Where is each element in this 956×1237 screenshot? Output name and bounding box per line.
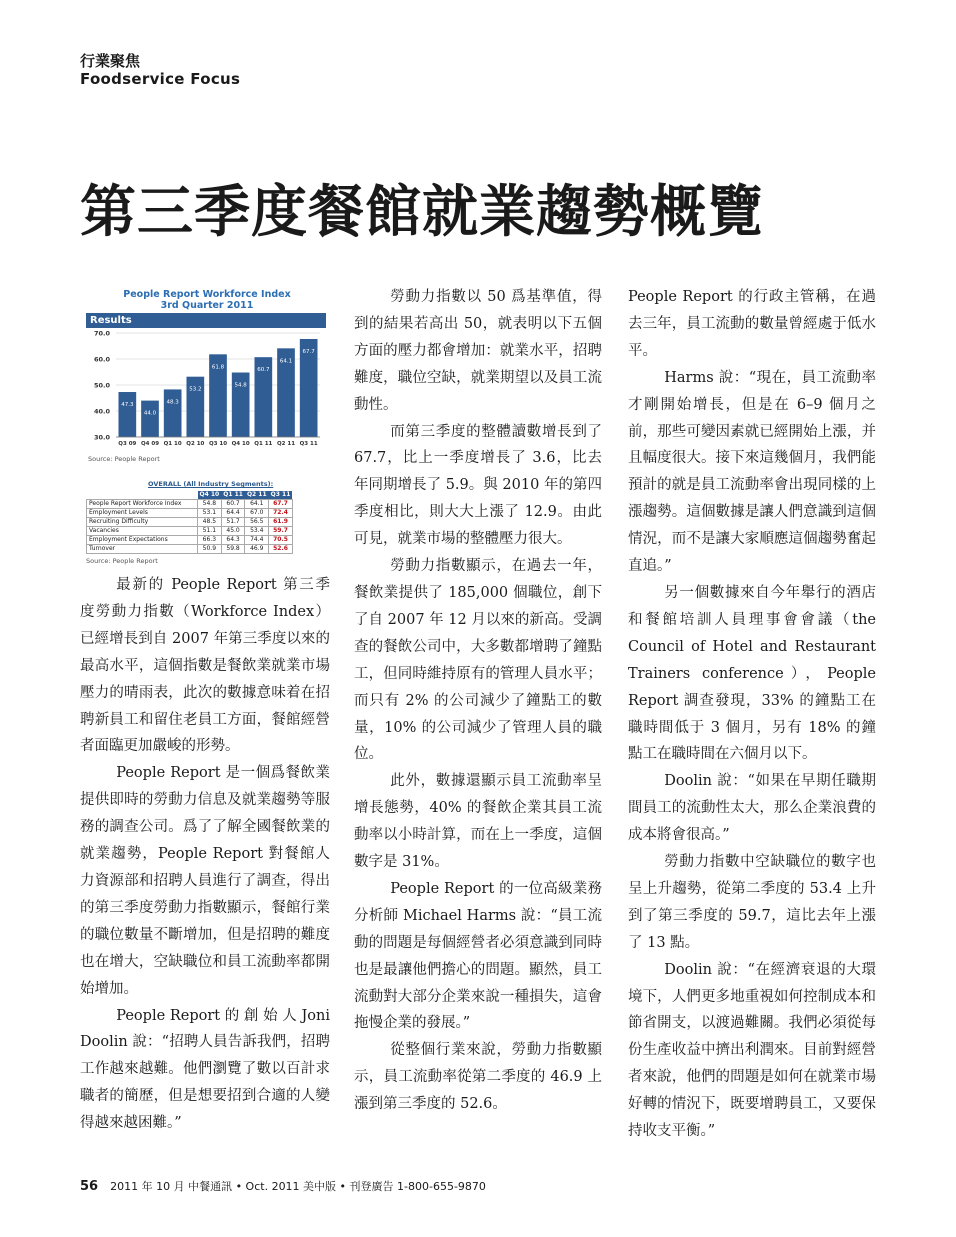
x-tick-label: Q4 09 (140, 441, 160, 447)
figure-title (82, 289, 332, 311)
table-row (87, 527, 293, 536)
table-cell: 48.5 (198, 518, 222, 527)
workforce-index-bar-chart (82, 329, 332, 449)
table-row (87, 500, 293, 509)
bar-value-label: 48.3 (166, 399, 179, 406)
paragraph: 勞動力指數中空缺職位的數字也呈上升趨勢，從第二季度的 53.4 上升到了第三季度的 59.7，這比去年上漲了 13 點。 (628, 854, 876, 951)
article-column-1 (80, 572, 330, 1137)
paragraph: 勞動力指數以 50 爲基準值，得到的結果若高出 50，就表明以下五個方面的壓力都會增加：就業水平，招聘難度，職位空缺，就業期望以及員工流動性。 (354, 289, 602, 413)
paragraph: 最新的 People Report 第三季度勞動力指數（Workforce Index）已經增長到自 2007 年第三季度以來的最高水平，這個指數是餐飲業就業市場壓力的晴雨表，此次的數據意味着在招聘新員工和留住老員工方面，餐館經營者面臨更加嚴峻的形勢。 (80, 577, 330, 755)
table-row (87, 518, 293, 527)
bar-value-label: 54.8 (234, 382, 247, 389)
article-column-3 (628, 284, 876, 1145)
table-cell: 53.1 (198, 509, 222, 518)
table-title: OVERALL (All Industry Segments): (148, 480, 274, 488)
table-cell: 60.7 (221, 500, 245, 509)
table-cell: 67.0 (245, 509, 269, 518)
y-tick-label: 30.0 (93, 433, 110, 442)
table-cell: 67.7 (269, 500, 293, 509)
y-tick-label: 50.0 (93, 381, 110, 390)
table-cell: 56.5 (245, 518, 269, 527)
x-tick-label: Q2 11 (276, 441, 296, 447)
table-cell: 51.7 (221, 518, 245, 527)
bar-value-label: 61.8 (211, 364, 225, 371)
paragraph: 此外，數據還顯示員工流動率呈增長態勢，40% 的餐飲企業其員工流動率以小時計算，而在上一季度，這個數字是 31%。 (354, 773, 602, 871)
bar-value-label: 44.0 (143, 410, 157, 417)
table-cell: 64.3 (221, 536, 245, 545)
paragraph: Harms 說：“現在，員工流動率才剛開始增長，但是在 6–9 個月之前，那些可變因素就已經開始上漲，并且幅度很大。接下來這幾個月，我們能預計的就是員工流動率會出現同樣的上漲趨勢。這個數據是讓人們意識到這個情況，而不是讓大家順應這個趨勢奮起直追。” (628, 369, 876, 575)
paragraph: People Report 的行政主管稱，在過去三年，員工流動的數量曾經處于低水平。 (628, 289, 876, 359)
page-footer (80, 1178, 486, 1194)
paragraph: Doolin 說：“如果在早期任職期間員工的流動性太大，那么企業浪費的成本將會很高。” (628, 773, 876, 844)
table-cell: 46.9 (245, 545, 269, 554)
y-tick-label: 40.0 (93, 407, 110, 416)
x-tick-label: Q2 10 (186, 441, 205, 447)
paragraph: 而第三季度的整體讀數增長到了 67.7，比上一季度增長了 3.6，比去年同期增長了 5.9。與 2010 年的第四季度相比，則大大上漲了 12.9。由此可見，就業市場的整體壓力很大。 (354, 423, 602, 548)
x-tick-label: Q3 09 (118, 441, 137, 447)
bar-value-label: 53.2 (189, 386, 202, 393)
paragraph: People Report 是一個爲餐飲業提供即時的勞動力信息及就業趨勢等服務的調查公司。爲了了解全國餐飲業的就業趨勢，People Report 對餐館人力資源部和招聘人員進行了調查，得出的第三季度勞動力指數顯示，餐館行業的職位數量不斷增加，但是招聘的難度也在增大，空缺職位和員工流動率都開始增加。 (80, 765, 330, 997)
paragraph: People Report 的 創 始 人 Joni Doolin 說：“招聘人員告訴我們，招聘工作越來越難。他們瀏覽了數以百計求職者的簡歷，但是想要招到合適的人變得越來越困難。” (80, 1007, 330, 1132)
table-header-blank (87, 491, 198, 500)
table-column-header: Q3 11 (270, 491, 291, 498)
y-tick-label: 70.0 (93, 329, 110, 338)
page-number: 56 (80, 1179, 99, 1194)
workforce-index-figure (82, 285, 332, 570)
paragraph: People Report 的一位高級業務分析師 Michael Harms 說：“員工流動的問題是每個經營者必須意識到同時也是最讓他們擔心的問題。顯然，員工流動對大部分企業來說一種損失，這會拖慢企業的發展。” (354, 880, 602, 1032)
bar (141, 401, 159, 437)
figure-title-line1: People Report Workforce Index (123, 289, 291, 300)
table-cell: 70.5 (269, 536, 293, 545)
table-row-label: Employment Expectations (87, 536, 198, 545)
table-cell: 51.1 (198, 527, 222, 536)
table-column-header: Q2 11 (246, 491, 267, 498)
bar (164, 389, 182, 437)
table-row (87, 536, 293, 545)
table-cell: 74.4 (245, 536, 269, 545)
table-cell: 54.8 (198, 500, 222, 509)
bar-value-label: 67.7 (302, 348, 315, 355)
x-tick-label: Q1 10 (163, 441, 182, 447)
x-tick-label: Q1 11 (254, 441, 273, 447)
table-cell: 59.8 (221, 545, 245, 554)
figure-title-line2: 3rd Quarter 2011 (160, 300, 254, 311)
y-tick-label: 60.0 (93, 355, 110, 364)
bar-value-label: 64.1 (279, 358, 293, 365)
x-tick-label: Q3 10 (208, 441, 228, 447)
paragraph: 另一個數據來自今年舉行的酒店和餐館培訓人員理事會會議（the Council of Hotel and Restaurant Trainers conference），People Report 調查發現，33% 的鐘點工在職時間低于 3 個月，另有 18% 的鐘點工在職時間在六個月以下。 (628, 584, 876, 763)
x-tick-label: Q3 11 (299, 441, 318, 447)
table-row (87, 509, 293, 518)
table-cell: 52.6 (269, 545, 293, 554)
bar-value-label: 47.3 (121, 402, 134, 409)
table-column-header: Q4 10 (199, 491, 220, 498)
paragraph: Doolin 說：“在經濟衰退的大環境下，人們更多地重視如何控制成本和節省開支，以渡過難關。我們必須從每份生產收益中擠出利潤來。目前對經營者來說，他們的問題是如何在就業市場好轉的情況下，既要增聘員工，又要保持收支平衡。” (628, 961, 876, 1140)
x-tick-label: Q4 10 (231, 441, 250, 447)
section-label-cn: 行業聚焦 (80, 52, 141, 70)
table-cell: 45.0 (221, 527, 245, 536)
table-row-label: People Report Workforce Index (87, 500, 198, 509)
index-table (86, 491, 293, 554)
table-cell: 64.1 (245, 500, 269, 509)
paragraph: 從整個行業來說，勞動力指數顯示，員工流動率從第二季度的 46.9 上漲到第三季度的 52.6。 (354, 1042, 602, 1113)
table-row-label: Employment Levels (87, 509, 198, 518)
results-banner: Results (86, 313, 326, 328)
table-row-label: Recruiting Difficulty (87, 518, 198, 527)
bar (118, 392, 136, 437)
table-source: Source: People Report (86, 557, 158, 565)
section-label-en: Foodservice Focus (80, 70, 241, 88)
table-cell: 53.4 (245, 527, 269, 536)
table-header-row (87, 491, 293, 500)
article-column-2 (354, 284, 602, 1118)
footer-text: 2011 年 10 月 中餐通訊 • Oct. 2011 美中版 • 刊登廣告 1-800-655-9870 (110, 1180, 486, 1193)
table-row (87, 545, 293, 554)
table-cell: 64.4 (221, 509, 245, 518)
table-row-label: Turnover (87, 545, 198, 554)
table-cell: 66.3 (198, 536, 222, 545)
table-row-label: Vacancies (87, 527, 198, 536)
table-cell: 59.7 (269, 527, 293, 536)
table-column-header: Q1 11 (223, 491, 243, 498)
table-cell: 50.9 (198, 545, 222, 554)
article-title: 第三季度餐館就業趨勢概覽 (80, 179, 764, 245)
chart-source: Source: People Report (88, 455, 160, 463)
bar-value-label: 60.7 (257, 367, 270, 374)
table-cell: 72.4 (269, 509, 293, 518)
paragraph: 勞動力指數顯示，在過去一年，餐飲業提供了 185,000 個職位，創下了自 2007 年 12 月以來的新高。受調查的餐飲公司中，大多數都增聘了鐘點工，但同時維持原有的管理人員水平；而只有 2% 的公司減少了鐘點工的數量，10% 的公司減少了管理人員的職位。 (354, 558, 602, 763)
table-cell: 61.9 (269, 518, 293, 527)
